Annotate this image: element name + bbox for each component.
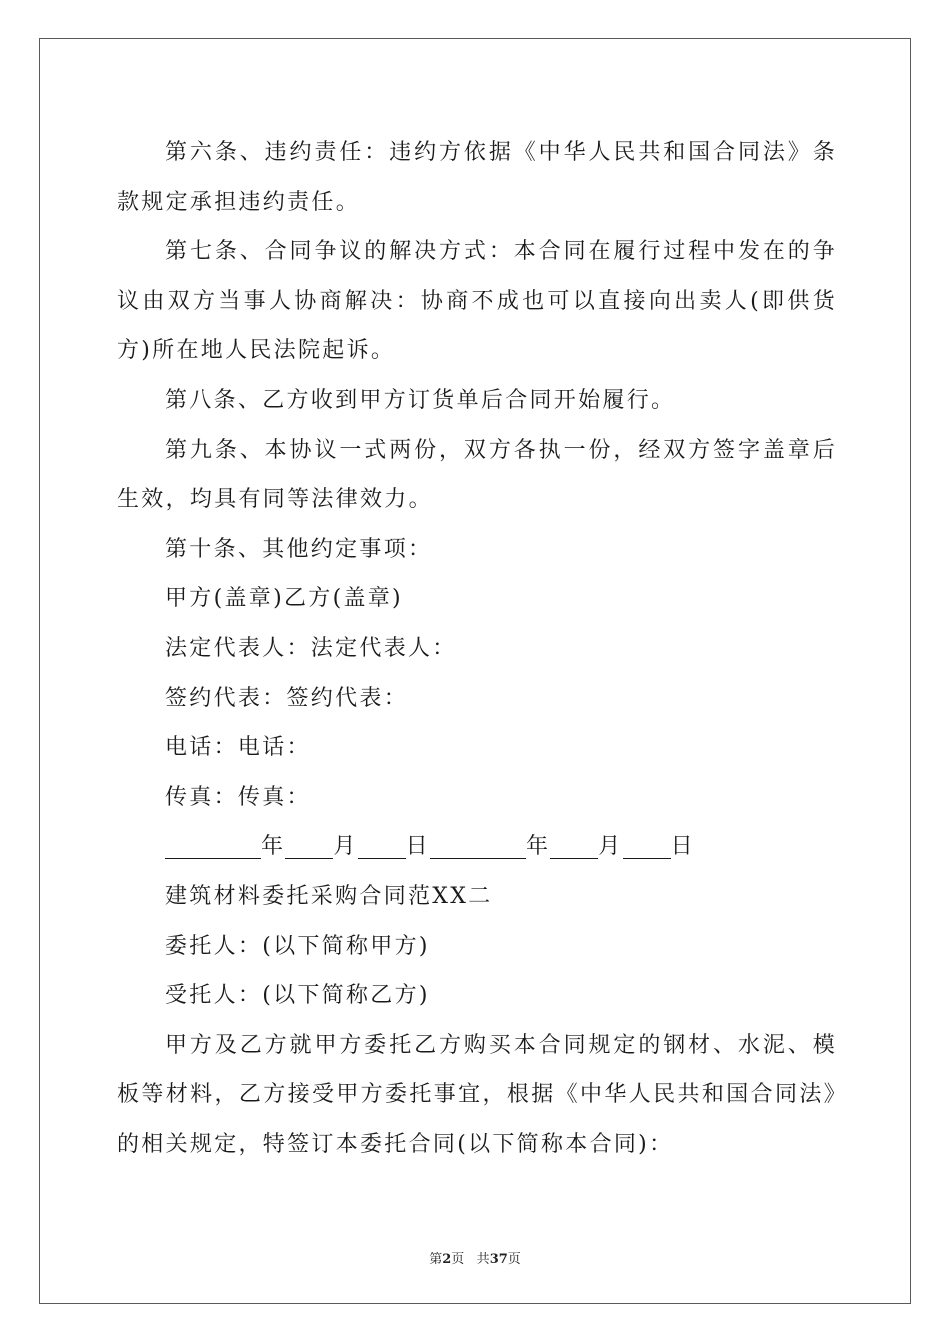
article-6: 第六条、违约责任：违约方依据《中华人民共和国合同法》条款规定承担违约责任。 bbox=[117, 140, 837, 215]
day-label-1: 日 bbox=[405, 834, 430, 860]
year-label-1: 年 bbox=[261, 834, 286, 860]
article-9: 第九条、本协议一式两份，双方各执一份，经双方签字盖章后生效，均具有同等法律效力。 bbox=[117, 437, 837, 513]
article-8: 第八条、乙方收到甲方订货单后合同开始履行。 bbox=[165, 387, 676, 413]
article-7: 第七条、合同争议的解决方式：本合同在履行过程中发在的争议由双方当事人协商解决：协商不成也可以直接向出卖人(即供货方)所在地人民法院起诉。 bbox=[117, 239, 837, 364]
preamble-paragraph: 甲方及乙方就甲方委托乙方购买本合同规定的钢材、水泥、模板等材料，乙方接受甲方委托事宜，根据《中华人民共和国合同法》的相关规定，特签订本委托合同(以下简称本合同)： bbox=[117, 1032, 837, 1157]
blank-day-1 bbox=[358, 832, 406, 859]
date-line bbox=[117, 822, 837, 872]
phone-line: 电话：电话： bbox=[165, 735, 311, 761]
footer-page-suffix: 页 bbox=[451, 1252, 465, 1267]
day-label-2: 日 bbox=[670, 834, 695, 860]
blank-year-2 bbox=[430, 832, 526, 859]
footer-page-number: 2 bbox=[442, 1252, 452, 1267]
footer-total-prefix: 共 bbox=[476, 1252, 490, 1267]
signatory-line: 签约代表：签约代表： bbox=[165, 685, 409, 711]
year-label-2: 年 bbox=[525, 834, 551, 860]
blank-day-2 bbox=[623, 832, 671, 859]
article-10: 第十条、其他约定事项： bbox=[165, 536, 433, 562]
legal-rep-line: 法定代表人：法定代表人： bbox=[165, 635, 457, 661]
agent-line: 受托人：(以下简称乙方) bbox=[165, 983, 430, 1009]
blank-month-1 bbox=[285, 832, 333, 859]
month-label-2: 月 bbox=[598, 834, 623, 860]
principal-line: 委托人：(以下简称甲方) bbox=[165, 933, 430, 959]
blank-month-2 bbox=[550, 832, 598, 859]
document-body bbox=[117, 128, 837, 1169]
footer-total-suffix: 页 bbox=[507, 1252, 521, 1267]
fax-line: 传真：传真： bbox=[165, 784, 311, 810]
section-title: 建筑材料委托采购合同范XX二 bbox=[165, 883, 493, 909]
footer-page-prefix: 第 bbox=[429, 1252, 443, 1267]
page-footer bbox=[0, 1248, 950, 1267]
month-label-1: 月 bbox=[333, 834, 358, 860]
footer-total-number: 37 bbox=[489, 1252, 508, 1267]
blank-year-1 bbox=[165, 832, 261, 859]
seal-line: 甲方(盖章)乙方(盖章) bbox=[165, 586, 403, 612]
